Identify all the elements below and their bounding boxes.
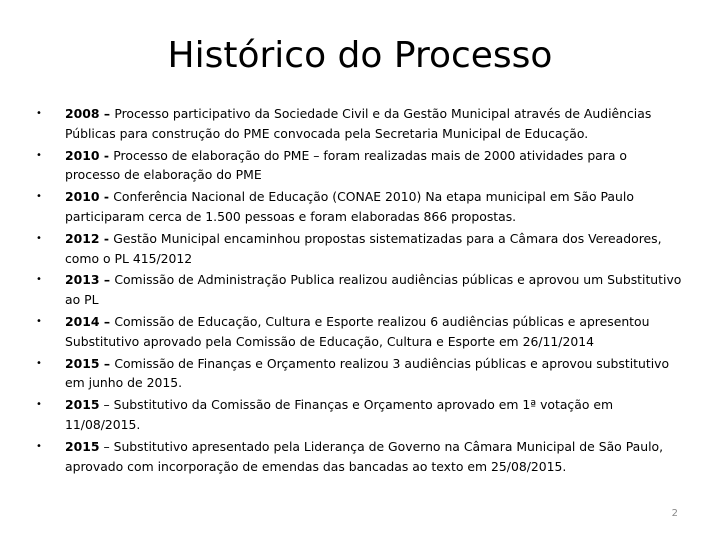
item-separator: –	[99, 397, 114, 413]
bullet-icon: •	[36, 357, 42, 369]
item-text: Processo de elaboração do PME – foram realizadas mais de 2000 atividades para o processo de elaboração do PME	[65, 147, 627, 183]
item-text: Processo participativo da Sociedade Civil e da Gestão Municipal através de Audiências Públicas para construção do PME convocada pela Secretaria Municipal de Educação.	[65, 106, 652, 141]
bullet-icon: •	[36, 399, 42, 411]
list-item	[36, 312, 686, 352]
bullet-icon: •	[36, 315, 42, 327]
slide-title: Histórico do Processo	[167, 35, 553, 76]
item-separator: -	[99, 147, 114, 163]
item-text: Substitutivo apresentado pela Liderança de Governo na Câmara Municipal de São Paulo, aprovado com incorporação de emendas das bancadas ao texto em 25/08/2015.	[65, 438, 664, 474]
page-number: 2	[671, 508, 678, 519]
item-separator: -	[99, 189, 114, 205]
item-year: 2012	[65, 230, 100, 246]
item-year: 2015	[65, 438, 100, 454]
list-item	[36, 354, 686, 394]
item-text: Comissão de Finanças e Orçamento realizou 3 audiências públicas e aprovou substitutivo em junho de 2015.	[65, 355, 670, 391]
bullet-icon: •	[36, 274, 42, 286]
list-item	[36, 229, 686, 269]
item-text: Comissão de Educação, Cultura e Esporte realizou 6 audiências públicas e apresentou Substitutivo aprovado pela Comissão de Educação, Cultura e Esporte em 26/11/2014	[65, 313, 650, 349]
item-year: 2014	[65, 313, 100, 329]
list-item	[36, 270, 686, 310]
item-text: Substitutivo da Comissão de Finanças e Orçamento aprovado em 1ª votação em 11/08/2015.	[65, 397, 614, 432]
item-text: Comissão de Administração Publica realizou audiências públicas e aprovou um Substitutivo ao PL	[65, 272, 682, 308]
item-separator: –	[99, 355, 115, 371]
list-item	[36, 104, 686, 144]
item-separator: –	[99, 106, 115, 121]
item-year: 2015	[65, 397, 100, 413]
item-year: 2008	[65, 106, 100, 121]
list-item	[36, 146, 686, 186]
list-item	[36, 187, 686, 227]
item-text: Conferência Nacional de Educação (CONAE 2010) Na etapa municipal em São Paulo participaram cerca de 1.500 pessoas e foram elaboradas 866 propostas.	[65, 189, 634, 224]
bullet-icon: •	[36, 108, 42, 119]
item-year: 2010	[65, 189, 100, 205]
item-separator: –	[99, 272, 115, 288]
bullet-icon: •	[36, 440, 42, 452]
bullet-icon: •	[36, 232, 42, 244]
item-separator: –	[99, 313, 115, 329]
item-year: 2015	[65, 355, 100, 371]
item-text: Gestão Municipal encaminhou propostas sistematizadas para a Câmara dos Vereadores, como o PL 415/2012	[65, 230, 662, 266]
list-item	[36, 395, 686, 435]
bullet-icon: •	[36, 191, 42, 203]
history-list	[36, 104, 686, 478]
item-year: 2010	[65, 147, 100, 163]
item-year: 2013	[65, 272, 100, 288]
list-item	[36, 437, 686, 477]
item-separator: –	[99, 438, 114, 454]
bullet-icon: •	[36, 149, 42, 161]
item-separator: -	[99, 230, 114, 246]
